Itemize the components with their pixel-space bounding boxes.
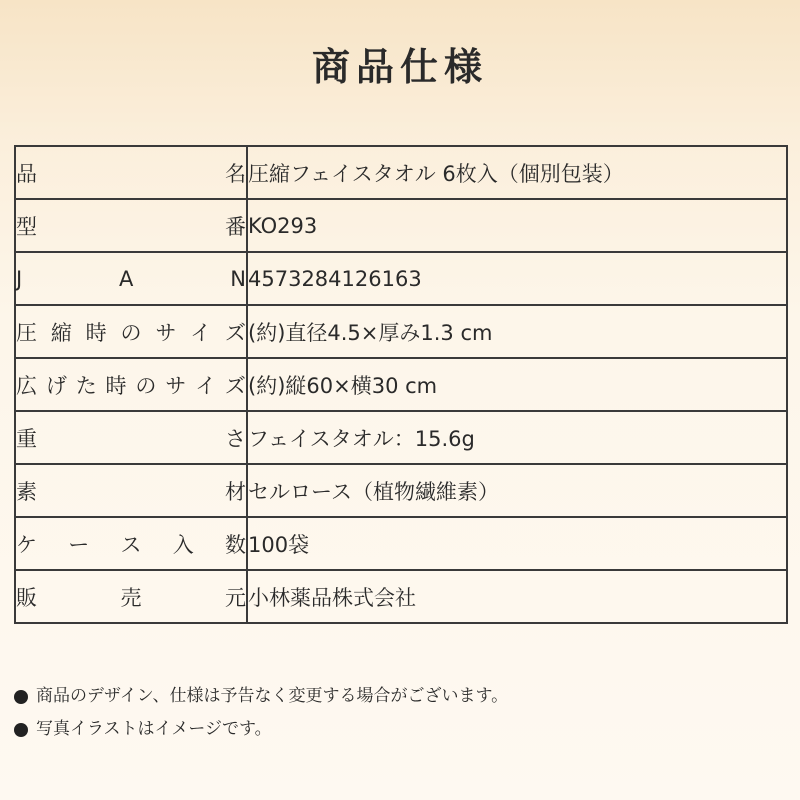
note-item (14, 713, 786, 746)
spec-value: フェイスタオル：15.6g (247, 411, 787, 464)
spec-label-cell (15, 146, 247, 199)
spec-label-char: 入 (172, 532, 194, 557)
spec-label-char: 販 (16, 585, 37, 610)
note-text: 商品のデザイン、仕様は予告なく変更する場合がございます。 (36, 686, 509, 706)
spec-label-char: 時 (105, 373, 127, 398)
spec-label-char: 売 (120, 585, 142, 610)
spec-label-cell (15, 464, 247, 517)
spec-label (16, 158, 246, 188)
spec-label (16, 529, 246, 559)
notes-section (14, 680, 786, 746)
spec-label (16, 582, 246, 612)
spec-label (16, 267, 246, 291)
spec-label-char: 番 (225, 214, 246, 239)
spec-label-char: 型 (16, 214, 37, 239)
spec-label-char: 数 (225, 532, 246, 557)
spec-label-cell (15, 570, 247, 623)
spec-value: セルロース（植物繊維素） (247, 464, 787, 517)
spec-label-char: 重 (16, 426, 37, 451)
spec-label (16, 423, 246, 453)
spec-label-char: サ (165, 373, 187, 398)
spec-label-char: 素 (16, 479, 37, 504)
spec-label-char: の (135, 373, 157, 398)
spec-label-cell (15, 252, 247, 305)
spec-row (15, 464, 787, 517)
spec-label-char: の (120, 320, 142, 345)
spec-row (15, 199, 787, 252)
spec-table-body (15, 146, 787, 623)
spec-label-char: た (75, 373, 97, 398)
spec-row (15, 146, 787, 199)
bullet-icon (14, 690, 28, 704)
spec-value: 小林薬品株式会社 (247, 570, 787, 623)
spec-label (16, 370, 246, 400)
spec-label-char: ス (120, 532, 142, 557)
spec-row (15, 517, 787, 570)
spec-label-cell (15, 411, 247, 464)
spec-label (16, 317, 246, 347)
page-title: 商品仕様 (311, 45, 488, 89)
spec-table (14, 145, 788, 624)
spec-label-cell (15, 517, 247, 570)
spec-label-cell (15, 358, 247, 411)
spec-row (15, 570, 787, 623)
note-item (14, 680, 786, 713)
spec-label-char: 時 (85, 320, 107, 345)
spec-label-char: 品 (16, 161, 37, 186)
spec-label-char: N (230, 266, 246, 291)
spec-row (15, 358, 787, 411)
spec-row (15, 411, 787, 464)
spec-value: 圧縮フェイスタオル 6枚入（個別包装） (247, 146, 787, 199)
spec-label (16, 211, 246, 241)
spec-value: 4573284126163 (247, 252, 787, 305)
spec-label-char: ズ (224, 373, 246, 398)
spec-label-char: 広 (16, 373, 37, 398)
spec-label-char: ズ (224, 320, 246, 345)
spec-value: (約)直径4.5×厚み1.3 cm (247, 305, 787, 358)
spec-value: 100袋 (247, 517, 787, 570)
spec-label-char: 材 (225, 479, 246, 504)
spec-label-char: ケ (16, 532, 37, 557)
spec-label-char: 圧 (16, 320, 37, 345)
spec-label-char: げ (45, 373, 67, 398)
spec-label-char: J (16, 266, 23, 291)
spec-label-char: 元 (225, 585, 246, 610)
spec-label-char: 縮 (50, 320, 72, 345)
bullet-icon (14, 723, 28, 737)
spec-label-cell (15, 305, 247, 358)
spec-label-char: サ (155, 320, 177, 345)
spec-label-char: イ (190, 320, 212, 345)
spec-label-char: イ (195, 373, 217, 398)
spec-label (16, 476, 246, 506)
spec-value: (約)縦60×横30 cm (247, 358, 787, 411)
spec-value: KO293 (247, 199, 787, 252)
note-text: 写真イラストはイメージです。 (36, 719, 272, 739)
spec-label-cell (15, 199, 247, 252)
spec-label-char: ー (68, 532, 90, 557)
spec-row (15, 252, 787, 305)
spec-label-char: 名 (225, 161, 246, 186)
spec-label-char: A (119, 266, 134, 291)
spec-label-char: さ (225, 426, 246, 451)
spec-row (15, 305, 787, 358)
